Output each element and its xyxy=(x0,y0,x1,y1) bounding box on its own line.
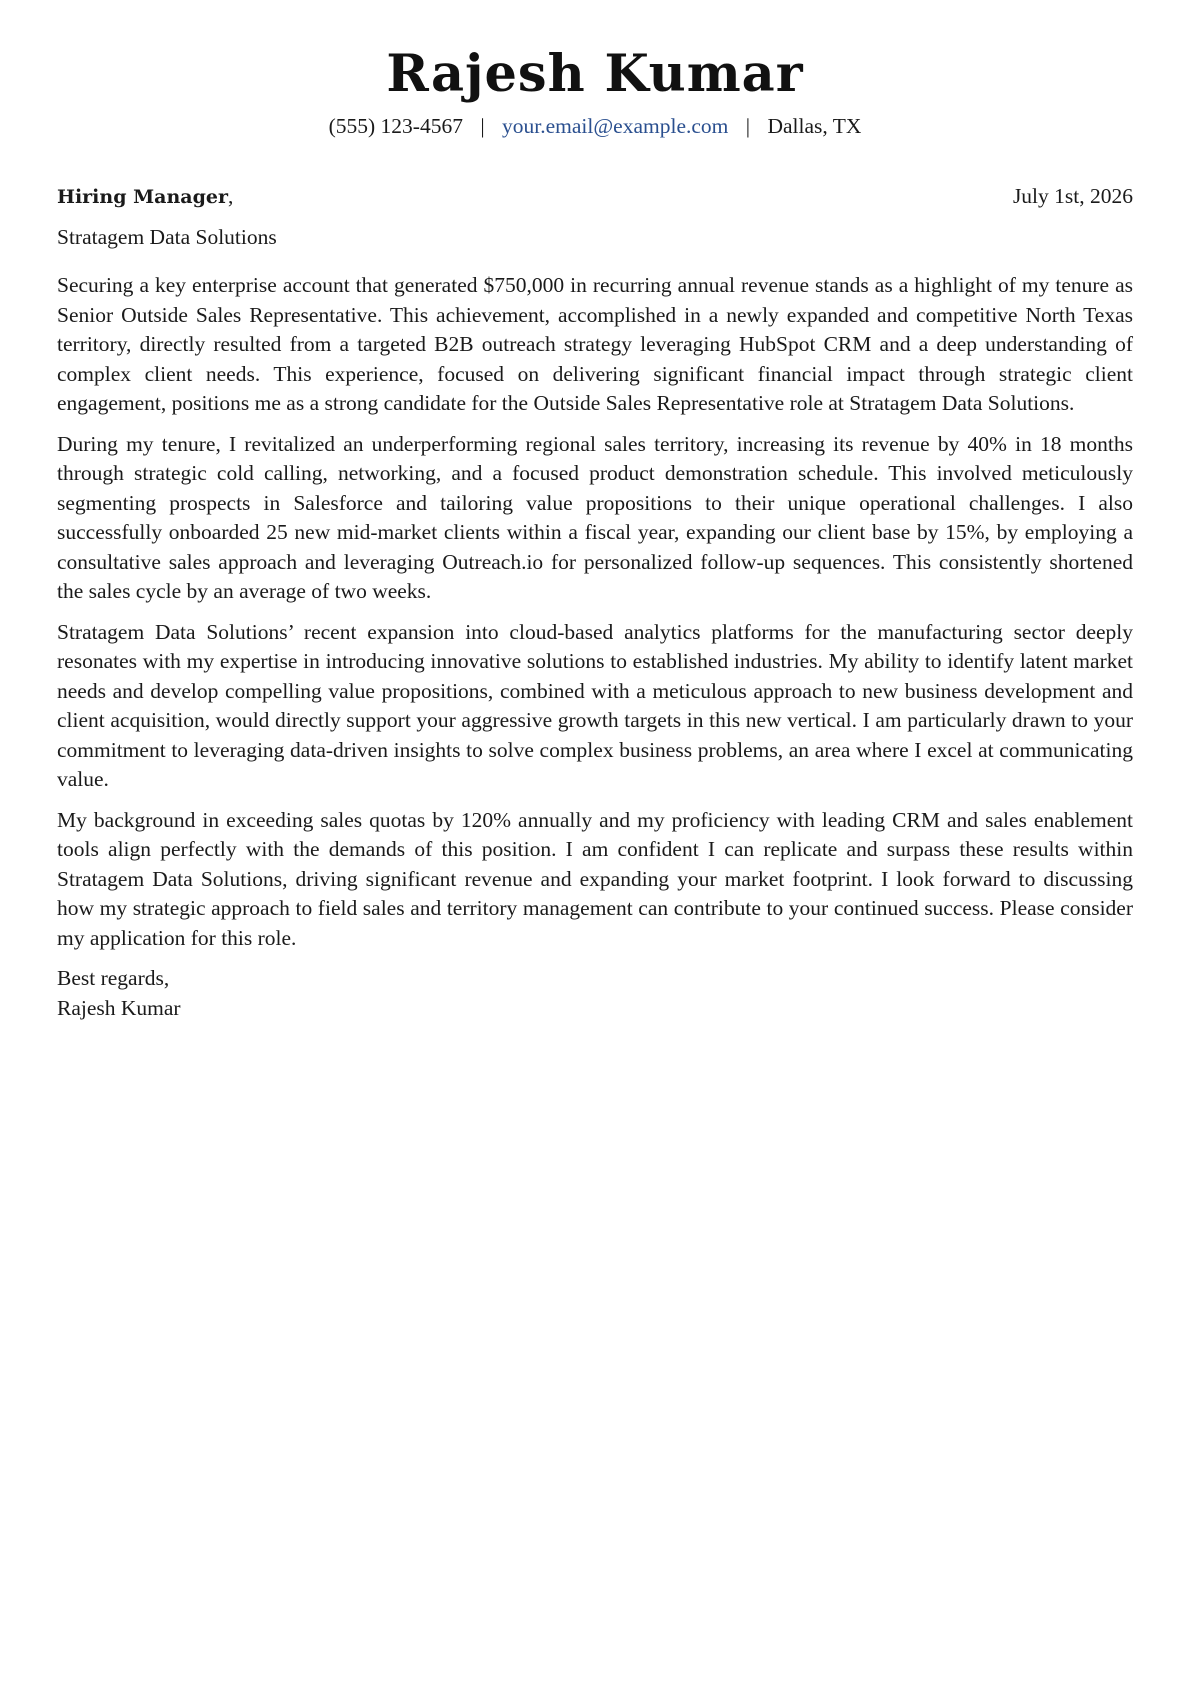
letter-header xyxy=(57,0,1133,139)
sender-name: Rajesh Kumar xyxy=(386,44,804,104)
letter-closing xyxy=(57,964,1133,1023)
body-paragraph: My background in exceeding sales quotas by 120% annually and my proficiency with leading CRM and sales enablement tools align perfectly with the demands of this position. I am confident I can replicate and surpass these results within Stratagem Data Solutions, driving significant revenue and expanding your market footprint. I look forward to discussing how my strategic approach to field sales and territory management can contribute to your continued success. Please consider my application for this role. xyxy=(57,807,1133,950)
closing-salutation: Best regards, xyxy=(57,966,170,990)
recipient-suffix: , xyxy=(227,184,234,208)
recipient-title: Hiring Manager xyxy=(57,186,228,208)
phone-number: (555) 123-4567 xyxy=(328,114,463,138)
contact-separator: | xyxy=(480,114,485,138)
cover-letter-page xyxy=(57,0,1133,1023)
contact-separator: | xyxy=(745,114,751,138)
recipient-name xyxy=(57,183,233,210)
recipient-company: Stratagem Data Solutions xyxy=(57,225,277,249)
location: Dallas, TX xyxy=(767,114,862,138)
contact-line xyxy=(57,113,1133,139)
letter-date: July 1st, 2026 xyxy=(1012,184,1133,208)
email-link[interactable]: your.email@example.com xyxy=(502,114,729,138)
body-paragraph: Securing a key enterprise account that generated $750,000 in recurring annual revenue stands as a highlight of my tenure as Senior Outside Sales Representative. This achievement, accomplished in a newly expanded and competitive North Texas territory, directly resulted from a targeted B2B outreach strategy leveraging HubSpot CRM and a deep understanding of complex client needs. This experience, focused on delivering significant financial impact through strategic client engagement, positions me as a strong candidate for the Outside Sales Representative role at Stratagem Data Solutions. xyxy=(57,273,1133,415)
signature-name: Rajesh Kumar xyxy=(57,995,181,1020)
recipient-row xyxy=(57,183,1133,209)
body-paragraph: Stratagem Data Solutions’ recent expansion into cloud-based analytics platforms for the manufacturing sector deeply resonates with my expertise in introducing innovative solutions to established industries. My ability to identify latent market needs and develop compelling value propositions, combined with a meticulous approach to new business development and client acquisition, would directly support your aggressive growth targets in this new vertical. I am particularly drawn to your commitment to leveraging data-driven insights to solve complex business problems, an area where I excel at communicating value. xyxy=(57,619,1133,791)
body-paragraph: During my tenure, I revitalized an underperforming regional sales territory, increasing its revenue by 40% in 18 months through strategic cold calling, networking, and a focused product demonstration schedule. This involved meticulously segmenting prospects in Salesforce and tailoring value propositions to their unique operational challenges. I also successfully onboarded 25 new mid-market clients within a fiscal year, expanding our client base by 15%, by employing a consultative sales approach and leveraging Outreach.io for personalized follow-up sequences. This consistently shortened the sales cycle by an average of two weeks. xyxy=(57,431,1133,603)
letter-body xyxy=(57,271,1133,953)
